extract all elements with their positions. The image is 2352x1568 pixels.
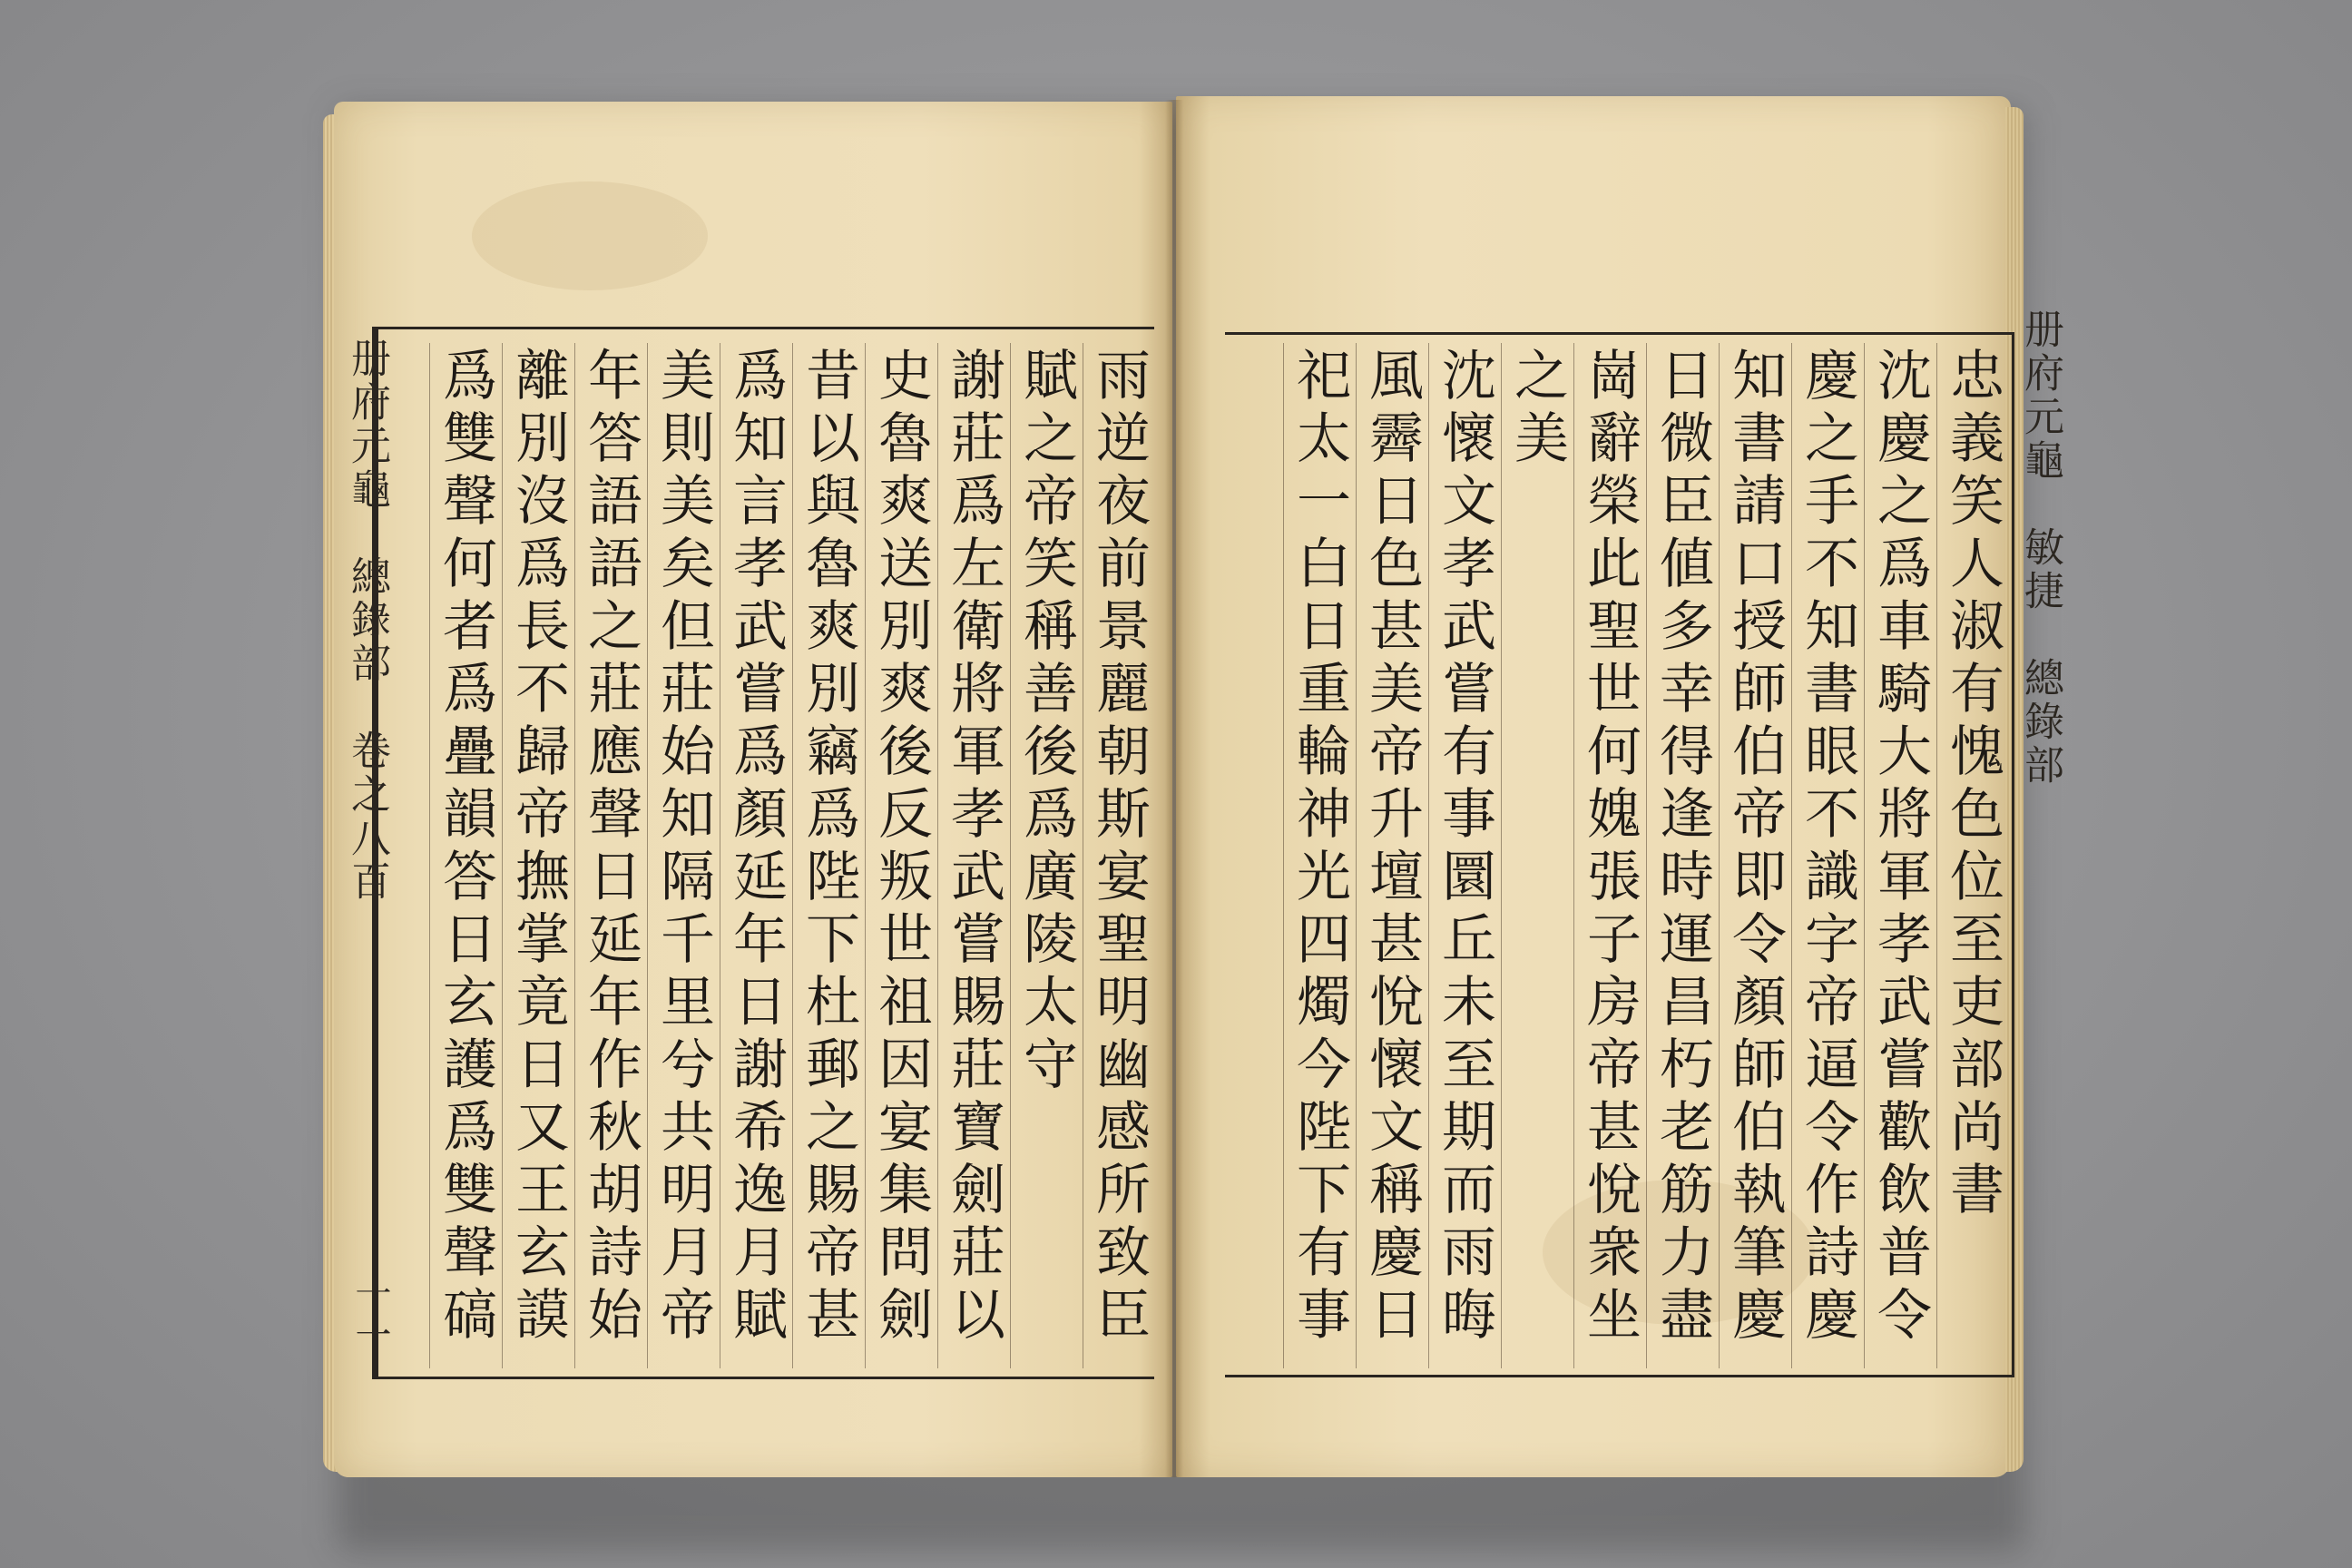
text-column: 昔以與魯爽別竊爲陛下杜郵之賜帝甚: [792, 343, 865, 1368]
text-column: 祀太一白日重輪神光四燭今陛下有事: [1283, 343, 1356, 1368]
right-side-label: [2016, 309, 2063, 1034]
left-text-columns: [386, 343, 1155, 1368]
right-text-columns: [1227, 343, 2009, 1368]
left-side-label: [343, 338, 390, 1381]
book-gutter: [1165, 100, 1183, 1477]
right-side-label-text: 册府元龜 敏捷 總錄部: [2017, 309, 2063, 788]
text-column: 日微臣値多幸得逢時運昌朽老筋力盡: [1646, 343, 1719, 1368]
text-column: 賦之帝笑稱善後爲廣陵太守: [1010, 343, 1083, 1368]
text-column: 崗辭榮此聖世何媿張子房帝甚悅衆坐: [1573, 343, 1646, 1368]
text-column: 忠義笑人淑有愧色位至吏部尚書: [1936, 343, 2009, 1368]
text-column: 年答語語之莊應聲日延年作秋胡詩始: [574, 343, 647, 1368]
text-column: 美則美矣但莊始知隔千里兮共明月帝: [647, 343, 720, 1368]
text-column: 風霽日色甚美帝升壇甚悅懷文稱慶日: [1356, 343, 1428, 1368]
left-side-label-text: 册府元龜 總錄部 卷之八百: [344, 338, 390, 904]
text-column: 雨逆夜前景麗朝斯宴聖明幽感所致臣: [1083, 343, 1155, 1368]
text-column: 之美: [1501, 343, 1573, 1368]
text-column: 謝莊爲左衛將軍孝武嘗賜莊寶劍莊以: [937, 343, 1010, 1368]
text-column: 爲雙聲何者爲疊韻答日玄護爲雙聲碻: [429, 343, 502, 1368]
text-column: 爲知言孝武嘗爲顏延年日謝希逸月賦: [720, 343, 792, 1368]
text-column: 知書請口授師伯帝即令顏師伯執筆慶: [1719, 343, 1791, 1368]
text-column: 慶之手不知書眼不識字帝逼令作詩慶: [1791, 343, 1864, 1368]
paper-stain: [472, 181, 708, 290]
text-column: 沈慶之爲車騎大將軍孝武嘗歡飲普令: [1864, 343, 1936, 1368]
text-column: 沈懷文孝武嘗有事圜丘未至期而雨晦: [1428, 343, 1501, 1368]
page-number: 十一: [349, 1276, 391, 1356]
text-column: 史魯爽送別爽後反叛世祖因宴集問劍: [865, 343, 937, 1368]
text-column: 離別沒爲長不歸帝撫掌竟日又王玄謨: [502, 343, 574, 1368]
